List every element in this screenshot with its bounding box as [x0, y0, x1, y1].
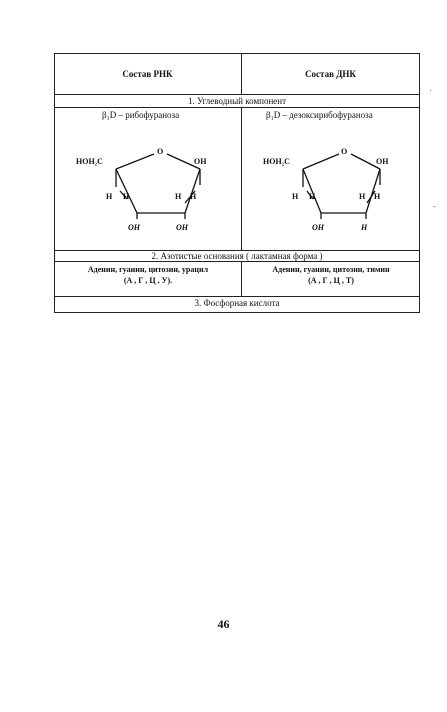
rna-c3-hydroxyl: OH: [128, 223, 140, 232]
rna-c2-hydrogen: H: [175, 192, 182, 201]
dna-c1-hydroxyl: OH: [376, 157, 389, 166]
rna-c1-hydrogen: H: [190, 192, 197, 201]
dna-bases-list: [243, 264, 419, 286]
dna-c2-hydrogen: H: [359, 192, 366, 201]
header-divider: [54, 94, 420, 95]
ribose-ring-structure: [54, 107, 241, 250]
edge-mark-top-right: ': [430, 88, 432, 98]
carbohydrate-section-title: 1. Углеводный компонент: [187, 96, 287, 106]
dna-bases-names: Аденин, гуанин, цитозин, тимин: [272, 265, 390, 274]
nitrogenous-bases-section-title: 2. Азотистые основания ( лактамная форма ): [151, 251, 323, 261]
bases-column-divider: [241, 261, 242, 296]
rna-bases-list: [56, 264, 240, 286]
rna-column-header: Состав РНК: [122, 69, 173, 79]
dna-bases-letters: (А , Г , Ц , Т): [308, 276, 354, 285]
page-number: 46: [217, 617, 230, 631]
dna-column-header: Состав ДНК: [305, 69, 356, 79]
section3-top-divider: [54, 296, 420, 297]
rna-c3-hydrogen: H: [123, 192, 130, 201]
rna-c4-substituent: HOH₂C: [76, 157, 103, 166]
dna-c3-hydrogen: H: [309, 192, 316, 201]
rna-sugar-name: β₁D – рибофураноза: [102, 110, 180, 120]
dna-c1-hydrogen: H: [374, 192, 381, 201]
section2-title-divider: [54, 261, 420, 262]
dna-c2-hydrogen-lower: H: [361, 223, 368, 232]
rna-c4-hydrogen: H: [106, 192, 113, 201]
dna-c4-substituent: HOH₂C: [263, 157, 290, 166]
dna-c4-hydrogen: H: [292, 192, 299, 201]
edge-mark-right: -: [433, 201, 436, 211]
dna-sugar-name: β₁D – дезоксирибофураноза: [266, 110, 373, 120]
rna-c2-hydroxyl: OH: [176, 223, 188, 232]
rna-ring-oxygen: O: [157, 147, 164, 156]
phosphoric-acid-section-title: 3. Фосфорная кислота: [194, 298, 280, 308]
dna-c3-hydroxyl: OH: [312, 223, 324, 232]
rna-c1-hydroxyl: OH: [194, 157, 207, 166]
deoxyribose-ring-structure: [241, 107, 420, 250]
rna-bases-letters: (А , Г , Ц , У).: [123, 276, 173, 285]
rna-bases-names: Аденин, гуанин, цитозин, урацил: [87, 265, 209, 274]
dna-ring-oxygen: O: [341, 147, 348, 156]
